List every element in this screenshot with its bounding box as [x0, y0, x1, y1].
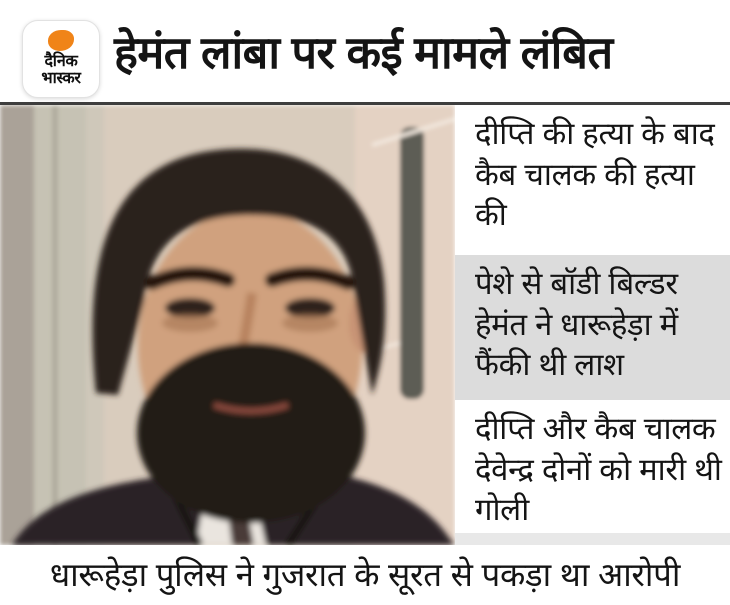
fact-item-3: दीप्ति और कैब चालक देवेन्द्र दोनों को मारी थी गोली: [455, 400, 730, 533]
fact-item-2: पेशे से बॉडी बिल्डर हेमंत ने धारूहेड़ा में फैंकी थी लाश: [455, 255, 730, 400]
bottom-strip: [455, 533, 730, 545]
logo-text-line1: दैनिक: [44, 53, 78, 71]
caption-bar: [0, 545, 730, 605]
portrait-photo: [0, 105, 455, 545]
fact-item-1: दीप्ति की हत्या के बाद कैब चालक की हत्या की: [455, 105, 730, 255]
page-title: हेमंत लांबा पर कई मामले लंबित: [114, 26, 613, 78]
sun-icon: [48, 30, 74, 51]
masthead: [0, 0, 730, 102]
logo-text-line2: भास्कर: [41, 70, 81, 87]
main-row: [0, 105, 730, 545]
dainik-bhaskar-logo: [22, 20, 100, 98]
fact-list: [455, 105, 730, 545]
photo-caption: धारूहेड़ा पुलिस ने गुजरात के सूरत से पकड़ा था आरोपी: [49, 556, 681, 593]
